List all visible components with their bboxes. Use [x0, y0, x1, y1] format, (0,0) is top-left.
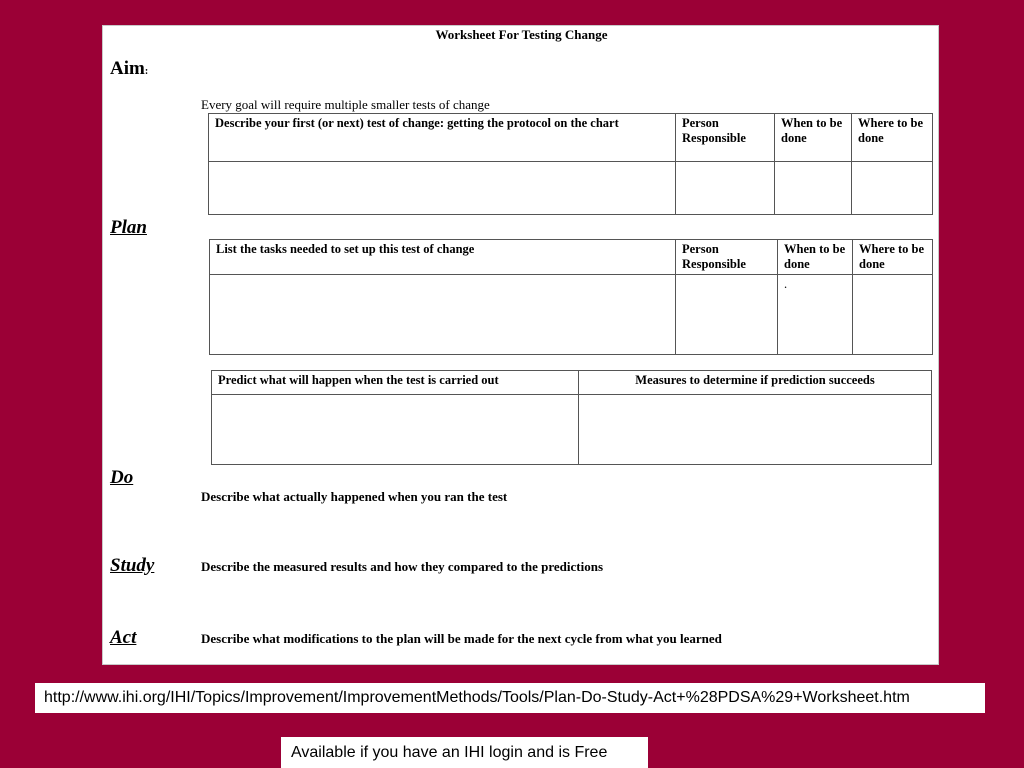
aim-label-text: Aim [110, 58, 145, 79]
table-header-row [209, 114, 933, 162]
table-row [212, 395, 932, 465]
setup-tasks-table [209, 239, 933, 355]
table-header-row [212, 371, 932, 395]
header-measures: Measures to determine if prediction succeeds [579, 371, 932, 395]
header-test-description: Describe your first (or next) test of change: getting the protocol on the chart [209, 114, 676, 162]
availability-note: Available if you have an IHI login and is Free [281, 737, 648, 768]
test-description-cell[interactable] [209, 162, 676, 215]
study-label: Study [110, 555, 155, 576]
header-person-responsible: Person Responsible [676, 240, 778, 275]
person-responsible-cell[interactable] [676, 162, 775, 215]
person-responsible-cell[interactable] [676, 275, 778, 355]
header-person-responsible: Person Responsible [676, 114, 775, 162]
act-description: Describe what modifications to the plan will be made for the next cycle from what you learned [201, 631, 722, 646]
header-prediction: Predict what will happen when the test is carried out [212, 371, 579, 395]
worksheet-title: Worksheet For Testing Change [435, 27, 608, 42]
source-url-link[interactable]: http://www.ihi.org/IHI/Topics/Improvement/ImprovementMethods/Tools/Plan-Do-Study-Act+%28PDSA%29+Worksheet.htm [35, 683, 985, 713]
prediction-cell[interactable] [212, 395, 579, 465]
do-description: Describe what actually happened when you ran the test [201, 489, 508, 504]
header-when-to-be-done: When to be done [775, 114, 852, 162]
tasks-cell[interactable] [210, 275, 676, 355]
plan-label: Plan [110, 217, 147, 238]
when-to-be-done-cell[interactable] [775, 162, 852, 215]
table-row [209, 162, 933, 215]
study-description: Describe the measured results and how they compared to the predictions [201, 559, 604, 574]
header-tasks: List the tasks needed to set up this test of change [210, 240, 676, 275]
worksheet-page [102, 25, 939, 665]
do-label: Do [110, 467, 134, 488]
header-where-to-be-done: Where to be done [852, 114, 933, 162]
act-label: Act [110, 627, 137, 648]
aim-note: Every goal will require multiple smaller tests of change [201, 97, 490, 112]
test-of-change-table [208, 113, 933, 215]
header-when-to-be-done: When to be done [778, 240, 853, 275]
header-where-to-be-done: Where to be done [853, 240, 933, 275]
table-row [210, 275, 933, 355]
when-to-be-done-cell[interactable]: . [778, 275, 853, 355]
aim-label [110, 58, 148, 80]
prediction-table [211, 370, 932, 465]
aim-colon: : [144, 66, 149, 77]
where-to-be-done-cell[interactable] [853, 275, 933, 355]
where-to-be-done-cell[interactable] [852, 162, 933, 215]
measures-cell[interactable] [579, 395, 932, 465]
table-header-row [210, 240, 933, 275]
